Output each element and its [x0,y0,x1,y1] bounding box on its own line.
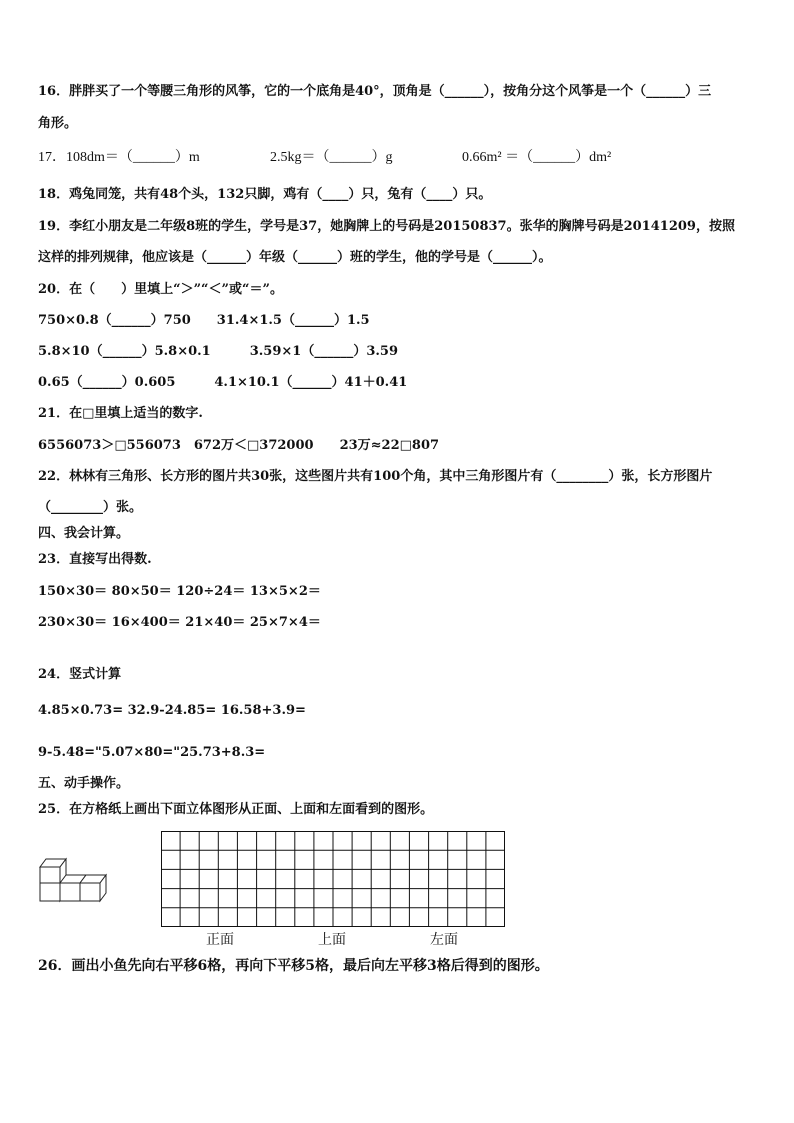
q16-line2: 角形。 [38,116,78,131]
q22-line2: （________）张。 [38,500,143,515]
q25-title: 25．在方格纸上画出下面立体图形从正面、上面和左面看到的图形。 [38,802,434,817]
label-top-view: 上面 [318,932,346,948]
q21-title: 21．在□里填上适当的数字. [38,406,203,421]
cube-face-middle [60,883,80,901]
q18-text: 18．鸡兔同笼，共有48个头，132只脚，鸡有（____）只，兔有（____）只。 [38,187,492,202]
q17-part-a: 108dm＝（______）m [66,150,200,165]
section-4-heading: 四、我会计算。 [38,526,130,541]
q17-number: 17． [38,150,66,165]
q20-row-1: 750×0.8（______）750 31.4×1.5（______）1.5 [38,313,370,328]
cube-face-right [80,883,100,901]
q19-line1: 19．李红小朋友是二年级8班的学生，学号是37，她胸牌上的号码是20150837。张华的胸牌号码是20141209，按照 [38,219,735,234]
q22-line1: 22．林林有三角形、长方形的图片共30张，这些图片共有100个角，其中三角形图片有（________）张，长方形图片 [38,469,713,484]
q24-row-1: 4.85×0.73= 32.9-24.85= 16.58+3.9= [38,703,306,718]
cube-face-left-bottom [40,883,60,901]
q20-row-3: 0.65（______）0.605 4.1×10.1（______）41＋0.41 [38,375,408,390]
label-left-view: 左面 [430,932,458,948]
q19-line2: 这样的排列规律，他应该是（______）年级（______）班的学生，他的学号是（______）。 [38,250,552,265]
q16-line1: 16．胖胖买了一个等腰三角形的风筝，它的一个底角是40°，顶角是（______），按角分这个风筝是一个（______）三 [38,84,712,99]
q20-row-2: 5.8×10（______）5.8×0.1 3.59×1（______）3.59 [38,344,398,359]
q24-title: 24．竖式计算 [38,667,122,682]
cube-figure [38,855,118,905]
q23-title: 23．直接写出得数. [38,552,152,567]
label-front-view: 正面 [206,932,234,948]
q23-row-2: 230×30＝ 16×400＝ 21×40＝ 25×7×4＝ [38,615,321,630]
q26-text: 26．画出小鱼先向右平移6格，再向下平移5格，最后向左平移3格后得到的图形。 [38,958,549,974]
q24-row-2: 9-5.48="5.07×80="25.73+8.3= [38,745,266,760]
q23-row-1: 150×30＝ 80×50＝ 120÷24＝ 13×5×2＝ [38,584,321,599]
q17-part-b: 2.5kg＝（______）g [270,150,393,165]
cube-face-left-top [40,867,60,883]
section-5-heading: 五、动手操作。 [38,776,130,791]
grid-paper[interactable] [161,831,505,927]
q20-title: 20．在（ ）里填上“＞”“＜”或“＝”。 [38,282,283,297]
q17-part-c: 0.66m² ＝（______）dm² [462,150,612,165]
q21-row: 6556073＞□556073 672万＜□372000 23万≈22□807 [38,438,440,453]
